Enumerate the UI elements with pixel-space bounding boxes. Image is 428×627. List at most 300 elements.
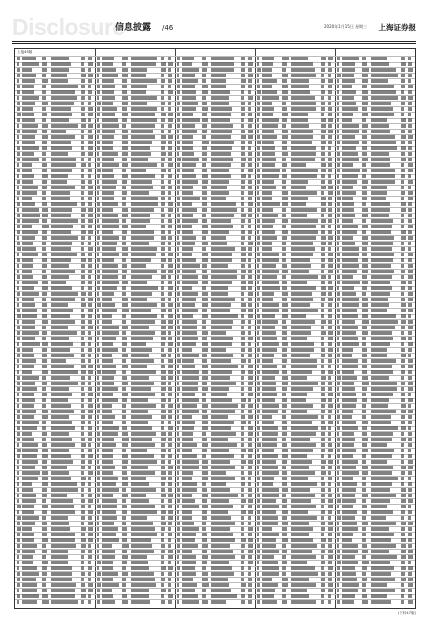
- table-cell: [262, 320, 278, 324]
- table-cell: [328, 79, 333, 83]
- table-cell: [408, 275, 413, 279]
- table-cell: [291, 68, 315, 72]
- table-cell: [177, 191, 179, 195]
- table-cell: [342, 510, 357, 514]
- table-cell: [321, 387, 326, 391]
- table-cell: [342, 270, 357, 274]
- table-cell: [177, 589, 180, 593]
- table-cell: [262, 247, 272, 251]
- table-cell: [371, 258, 393, 262]
- table-cell: [337, 74, 341, 78]
- table-cell: [291, 62, 313, 66]
- table-cell: [211, 326, 232, 330]
- table-cell: [362, 264, 368, 268]
- table-cell: [362, 118, 366, 122]
- table-cell: [42, 113, 47, 117]
- table-cell: [22, 57, 36, 61]
- table-cell: [262, 124, 278, 128]
- table-cell: [342, 258, 358, 262]
- table-cell: [202, 544, 208, 548]
- table-cell: [51, 169, 72, 173]
- table-cell: [262, 415, 272, 419]
- table-cell: [262, 326, 275, 330]
- table-cell: [257, 594, 261, 598]
- table-cell: [321, 163, 327, 167]
- table-cell: [257, 342, 260, 346]
- table-cell: [211, 90, 230, 94]
- table-cell: [131, 130, 153, 134]
- table-cell: [262, 130, 274, 134]
- table-cell: [241, 488, 245, 492]
- table-cell: [177, 163, 180, 167]
- table-cell: [161, 208, 164, 212]
- table-cell: [328, 365, 331, 369]
- table-cell: [97, 544, 99, 548]
- table-cell: [282, 253, 286, 257]
- table-cell: [88, 359, 91, 363]
- table-cell: [122, 286, 126, 290]
- table-cell: [17, 90, 20, 94]
- table-cell: [122, 247, 128, 251]
- table-cell: [102, 85, 114, 89]
- table-cell: [42, 286, 48, 290]
- table-cell: [337, 594, 340, 598]
- table-cell: [211, 320, 233, 324]
- table-cell: [161, 57, 164, 61]
- table-cell: [177, 393, 179, 397]
- table-cell: [17, 482, 19, 486]
- table-cell: [371, 242, 393, 246]
- table-cell: [131, 253, 156, 257]
- table-cell: [408, 202, 412, 206]
- table-cell: [202, 258, 208, 262]
- table-cell: [328, 197, 332, 201]
- table-cell: [401, 130, 406, 134]
- table-cell: [342, 186, 353, 190]
- table-cell: [401, 410, 406, 414]
- table-cell: [371, 471, 392, 475]
- table-cell: [362, 113, 367, 117]
- table-cell: [241, 359, 246, 363]
- table-cell: [131, 482, 149, 486]
- table-cell: [248, 230, 252, 234]
- table-cell: [102, 337, 116, 341]
- table-cell: [328, 186, 334, 190]
- table-cell: [88, 578, 91, 582]
- table-cell: [262, 102, 272, 106]
- table-cell: [371, 477, 398, 481]
- table-cell: [291, 135, 313, 139]
- table-cell: [17, 516, 21, 520]
- table-cell: [42, 303, 46, 307]
- table-cell: [328, 107, 332, 111]
- table-cell: [408, 359, 413, 363]
- table-cell: [168, 443, 172, 447]
- table-cell: [342, 96, 354, 100]
- table-cell: [42, 393, 47, 397]
- table-cell: [362, 555, 366, 559]
- table-cell: [401, 303, 406, 307]
- table-cell: [97, 398, 100, 402]
- table-cell: [51, 258, 71, 262]
- table-cell: [122, 191, 127, 195]
- table-cell: [202, 410, 207, 414]
- table-cell: [42, 365, 47, 369]
- table-cell: [401, 309, 406, 313]
- table-cell: [337, 208, 340, 212]
- table-cell: [22, 225, 32, 229]
- table-cell: [161, 331, 166, 335]
- table-cell: [371, 555, 397, 559]
- table-cell: [282, 247, 286, 251]
- table-cell: [362, 527, 366, 531]
- table-cell: [177, 124, 180, 128]
- table-cell: [337, 494, 340, 498]
- table-cell: [248, 471, 252, 475]
- table-cell: [241, 572, 244, 576]
- table-cell: [362, 494, 368, 498]
- table-cell: [282, 242, 286, 246]
- table-cell: [51, 270, 75, 274]
- table-cell: [81, 214, 85, 218]
- table-cell: [168, 158, 172, 162]
- table-cell: [321, 438, 325, 442]
- table-cell: [282, 482, 287, 486]
- table-cell: [342, 454, 353, 458]
- table-cell: [321, 130, 326, 134]
- table-cell: [81, 264, 85, 268]
- table-cell: [88, 387, 92, 391]
- table-cell: [161, 578, 166, 582]
- table-cell: [321, 398, 326, 402]
- table-cell: [248, 460, 253, 464]
- table-cell: [161, 393, 165, 397]
- table-cell: [291, 466, 309, 470]
- table-cell: [51, 57, 69, 61]
- table-cell: [257, 376, 260, 380]
- table-cell: [161, 225, 165, 229]
- table-cell: [81, 174, 84, 178]
- table-cell: [102, 141, 113, 145]
- table-cell: [362, 482, 366, 486]
- table-cell: [81, 275, 85, 279]
- table-cell: [291, 398, 306, 402]
- table-cell: [131, 292, 152, 296]
- table-cell: [321, 594, 324, 598]
- table-cell: [408, 96, 413, 100]
- table-cell: [342, 538, 352, 542]
- table-cell: [97, 494, 101, 498]
- table-cell: [22, 561, 33, 565]
- table-cell: [291, 202, 306, 206]
- table-cell: [337, 449, 340, 453]
- table-cell: [211, 466, 235, 470]
- table-cell: [42, 342, 48, 346]
- table-cell: [97, 482, 101, 486]
- table-cell: [211, 589, 231, 593]
- table-cell: [362, 124, 368, 128]
- table-cell: [182, 286, 192, 290]
- table-cell: [177, 107, 179, 111]
- table-cell: [168, 477, 172, 481]
- table-cell: [262, 555, 274, 559]
- table-cell: [282, 202, 288, 206]
- table-cell: [241, 163, 245, 167]
- table-cell: [88, 146, 93, 150]
- table-cell: [202, 370, 208, 374]
- table-cell: [321, 146, 325, 150]
- table-cell: [161, 449, 166, 453]
- table-cell: [262, 79, 276, 83]
- table-cell: [337, 471, 339, 475]
- table-cell: [401, 180, 404, 184]
- table-cell: [102, 544, 112, 548]
- table-cell: [42, 107, 46, 111]
- table-cell: [22, 404, 34, 408]
- table-cell: [88, 62, 93, 66]
- table-cell: [102, 124, 119, 128]
- table-cell: [102, 230, 113, 234]
- table-cell: [88, 208, 93, 212]
- table-cell: [337, 85, 339, 89]
- table-cell: [81, 522, 85, 526]
- table-cell: [321, 421, 326, 425]
- table-cell: [161, 253, 165, 257]
- table-cell: [81, 85, 85, 89]
- table-cell: [168, 242, 171, 246]
- table-cell: [51, 410, 74, 414]
- table-cell: [362, 398, 367, 402]
- table-cell: [168, 337, 172, 341]
- table-cell: [241, 146, 246, 150]
- table-cell: [22, 466, 35, 470]
- table-cell: [371, 421, 391, 425]
- table-cell: [342, 163, 353, 167]
- table-cell: [282, 499, 287, 503]
- table-cell: [362, 281, 368, 285]
- table-cell: [321, 348, 325, 352]
- table-cell: [22, 96, 39, 100]
- table-cell: [282, 589, 286, 593]
- table-cell: [321, 337, 324, 341]
- table-cell: [291, 477, 308, 481]
- table-cell: [371, 96, 398, 100]
- table-cell: [168, 174, 172, 178]
- table-cell: [408, 85, 413, 89]
- table-cell: [22, 85, 34, 89]
- table-cell: [401, 219, 405, 223]
- table-cell: [257, 516, 260, 520]
- table-cell: [97, 438, 100, 442]
- table-cell: [321, 102, 325, 106]
- table-cell: [371, 359, 396, 363]
- table-cell: [328, 242, 332, 246]
- table-cell: [88, 130, 92, 134]
- table-cell: [22, 583, 37, 587]
- table-cell: [408, 57, 411, 61]
- table-cell: [131, 426, 152, 430]
- table-cell: [248, 572, 251, 576]
- table-cell: [17, 572, 21, 576]
- table-cell: [88, 482, 91, 486]
- table-cell: [51, 197, 70, 201]
- table-cell: [401, 270, 405, 274]
- masthead: [12, 14, 416, 40]
- table-cell: [182, 236, 195, 240]
- table-cell: [282, 533, 287, 537]
- table-cell: [42, 135, 47, 139]
- table-cell: [22, 180, 32, 184]
- table-cell: [262, 482, 273, 486]
- table-cell: [122, 589, 126, 593]
- table-cell: [371, 488, 390, 492]
- table-cell: [328, 443, 333, 447]
- table-cell: [211, 387, 229, 391]
- table-cell: [282, 527, 287, 531]
- table-cell: [328, 158, 332, 162]
- table-cell: [282, 393, 286, 397]
- table-cell: [122, 230, 127, 234]
- table-cell: [51, 331, 77, 335]
- table-cell: [88, 572, 91, 576]
- table-cell: [17, 230, 21, 234]
- table-cell: [337, 174, 340, 178]
- table-cell: [371, 309, 387, 313]
- table-cell: [81, 471, 85, 475]
- table-cell: [371, 135, 395, 139]
- table-cell: [248, 197, 253, 201]
- table-cell: [282, 74, 288, 78]
- table-cell: [131, 550, 154, 554]
- table-cell: [342, 566, 355, 570]
- table-cell: [102, 376, 114, 380]
- table-cell: [257, 538, 260, 542]
- table-cell: [51, 421, 72, 425]
- table-cell: [42, 326, 46, 330]
- table-cell: [321, 202, 326, 206]
- table-cell: [408, 146, 412, 150]
- table-cell: [291, 208, 317, 212]
- table-cell: [362, 230, 366, 234]
- table-cell: [131, 522, 153, 526]
- table-cell: [337, 421, 339, 425]
- table-cell: [17, 443, 19, 447]
- table-cell: [182, 186, 193, 190]
- table-cell: [168, 180, 171, 184]
- table-cell: [401, 594, 405, 598]
- table-cell: [328, 482, 331, 486]
- table-cell: [97, 146, 100, 150]
- table-cell: [42, 197, 46, 201]
- table-cell: [17, 566, 19, 570]
- table-cell: [342, 337, 358, 341]
- table-cell: [131, 510, 157, 514]
- table-cell: [202, 113, 207, 117]
- table-cell: [362, 57, 366, 61]
- table-cell: [161, 477, 166, 481]
- table-cell: [262, 471, 279, 475]
- table-cell: [202, 600, 207, 604]
- table-cell: [282, 594, 286, 598]
- table-cell: [291, 242, 313, 246]
- table-cell: [182, 57, 194, 61]
- table-cell: [202, 426, 208, 430]
- table-cell: [342, 572, 356, 576]
- table-cell: [241, 410, 245, 414]
- table-cell: [177, 488, 180, 492]
- table-cell: [51, 600, 78, 604]
- table-cell: [51, 404, 71, 408]
- table-cell: [182, 124, 195, 128]
- table-cell: [122, 555, 128, 559]
- table-cell: [122, 533, 126, 537]
- table-cell: [257, 174, 261, 178]
- table-cell: [337, 186, 339, 190]
- table-cell: [88, 158, 91, 162]
- table-cell: [161, 90, 165, 94]
- table-cell: [17, 68, 20, 72]
- table-cell: [122, 74, 127, 78]
- table-cell: [321, 158, 326, 162]
- table-cell: [81, 253, 86, 257]
- table-cell: [321, 225, 325, 229]
- table-cell: [22, 589, 37, 593]
- table-cell: [177, 348, 179, 352]
- table-cell: [161, 505, 166, 509]
- table-cell: [161, 471, 167, 475]
- table-cell: [22, 197, 32, 201]
- table-cell: [97, 342, 100, 346]
- table-cell: [81, 544, 87, 548]
- table-cell: [282, 68, 286, 72]
- table-cell: [81, 320, 85, 324]
- table-cell: [282, 398, 287, 402]
- table-cell: [161, 141, 166, 145]
- table-cell: [182, 197, 199, 201]
- table-cell: [241, 281, 246, 285]
- table-cell: [257, 320, 261, 324]
- table-cell: [17, 376, 20, 380]
- table-cell: [177, 174, 179, 178]
- table-cell: [51, 499, 73, 503]
- table-cell: [51, 180, 67, 184]
- table-cell: [262, 253, 278, 257]
- table-cell: [182, 387, 198, 391]
- table-cell: [102, 320, 112, 324]
- table-cell: [241, 180, 245, 184]
- table-cell: [337, 415, 341, 419]
- table-cell: [177, 286, 180, 290]
- table-cell: [342, 314, 358, 318]
- table-cell: [262, 141, 274, 145]
- table-cell: [88, 141, 94, 145]
- table-cell: [371, 398, 389, 402]
- table-cell: [371, 275, 392, 279]
- table-cell: [168, 510, 174, 514]
- table-cell: [51, 158, 76, 162]
- table-cell: [102, 488, 119, 492]
- table-cell: [262, 275, 277, 279]
- table-cell: [102, 118, 117, 122]
- table-cell: [337, 264, 340, 268]
- table-cell: [131, 583, 156, 587]
- table-cell: [42, 359, 47, 363]
- table-cell: [51, 90, 75, 94]
- table-cell: [81, 594, 87, 598]
- table-cell: [211, 202, 236, 206]
- table-cell: [362, 331, 368, 335]
- table-cell: [131, 488, 156, 492]
